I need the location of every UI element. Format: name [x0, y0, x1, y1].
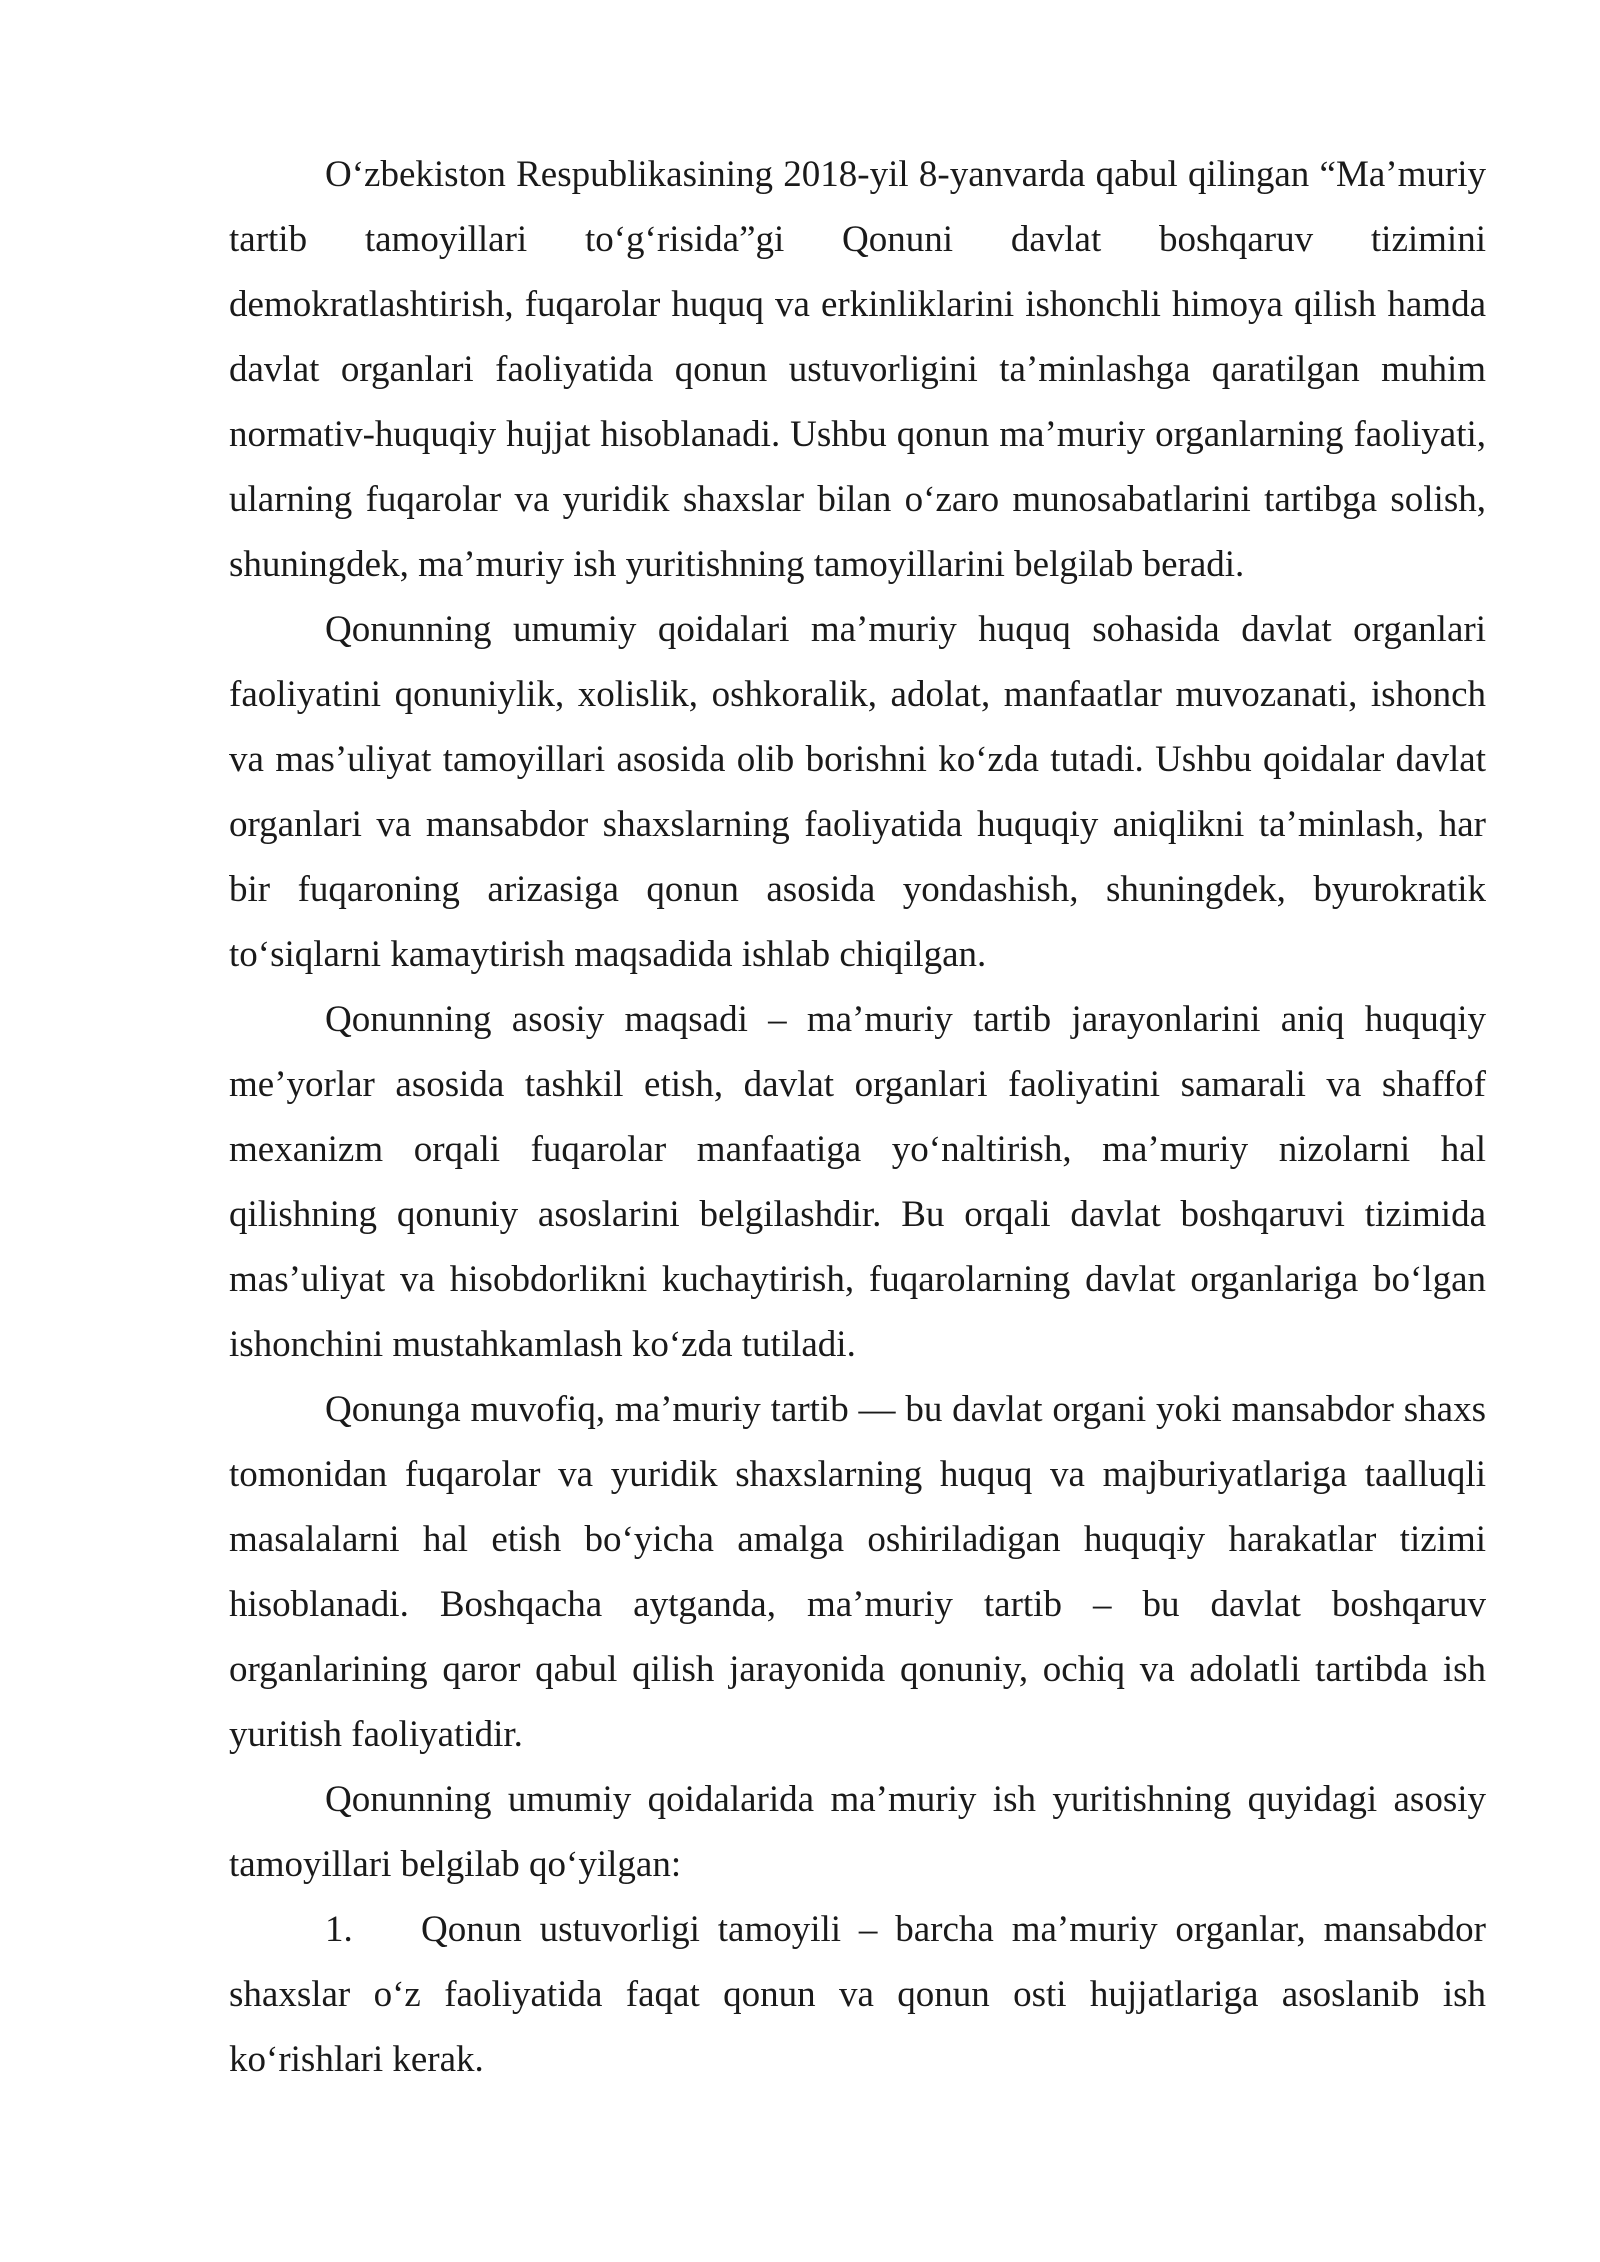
list-item — [229, 1897, 1486, 2092]
paragraph-general-rules: Qonunning umumiy qoidalari ma’muriy huquq sohasida davlat organlari faoliyatini qonuniylik, xolislik, oshkoralik, adolat, manfaatlar muvozanati, ishonch va mas’uliyat tamoyillari asosida olib borishni ko‘zda tutadi. Ushbu qoidalar davlat organlari va mansabdor shaxslarning faoliyatida huquqiy aniqlikni ta’minlash, har bir fuqaroning arizasiga qonun asosida yondashish, shuningdek, byurokratik to‘siqlarni kamaytirish maqsadida ishlab chiqilgan. — [229, 609, 1486, 975]
paragraph-intro: O‘zbekiston Respublikasining 2018-yil 8-yanvarda qabul qilingan “Ma’muriy tartib tamoyillari to‘g‘risida”gi Qonuni davlat boshqaruv tizimini demokratlashtirish, fuqarolar huquq va erkinliklarini ishonchli himoya qilish hamda davlat organlari faoliyatida qonun ustuvorligini ta’minlashga qaratilgan muhim normativ-huquqiy hujjat hisoblanadi. Ushbu qonun ma’muriy organlarning faoliyati, ularning fuqarolar va yuridik shaxslar bilan o‘zaro munosabatlarini tartibga solish, shuningdek, ma’muriy ish yuritishning tamoyillarini belgilab beradi. — [229, 154, 1486, 585]
paragraph-principles-intro: Qonunning umumiy qoidalarida ma’muriy ish yuritishning quyidagi asosiy tamoyillari belgilab qo‘yilgan: — [229, 1779, 1486, 1885]
list-item-number: 1. — [325, 1909, 353, 1950]
paragraph-definition: Qonunga muvofiq, ma’muriy tartib — bu davlat organi yoki mansabdor shaxs tomonidan fuqarolar va yuridik shaxslarning huquq va majburiyatlariga taalluqli masalalarni hal etish bo‘yicha amalga oshiriladigan huquqiy harakatlar tizimi hisoblanadi. Boshqacha aytganda, ma’muriy tartib – bu davlat boshqaruv organlarining qaror qabul qilish jarayonida qonuniy, ochiq va adolatli tartibda ish yuritish faoliyatidir. — [229, 1389, 1486, 1755]
paragraph-main-goal: Qonunning asosiy maqsadi – ma’muriy tartib jarayonlarini aniq huquqiy me’yorlar asosida tashkil etish, davlat organlari faoliyatini samarali va shaffof mexanizm orqali fuqarolar manfaatiga yo‘naltirish, ma’muriy nizolarni hal qilishning qonuniy asoslarini belgilashdir. Bu orqali davlat boshqaruvi tizimida mas’uliyat va hisobdorlikni kuchaytirish, fuqarolarning davlat organlariga bo‘lgan ishonchini mustahkamlash ko‘zda tutiladi. — [229, 999, 1486, 1365]
list-item-text: Qonun ustuvorligi tamoyili – barcha ma’muriy organlar, mansabdor shaxslar o‘z faoliyatida faqat qonun va qonun osti hujjatlariga asoslanib ish ko‘rishlari kerak. — [229, 1909, 1486, 2080]
document-page — [229, 142, 1486, 2092]
